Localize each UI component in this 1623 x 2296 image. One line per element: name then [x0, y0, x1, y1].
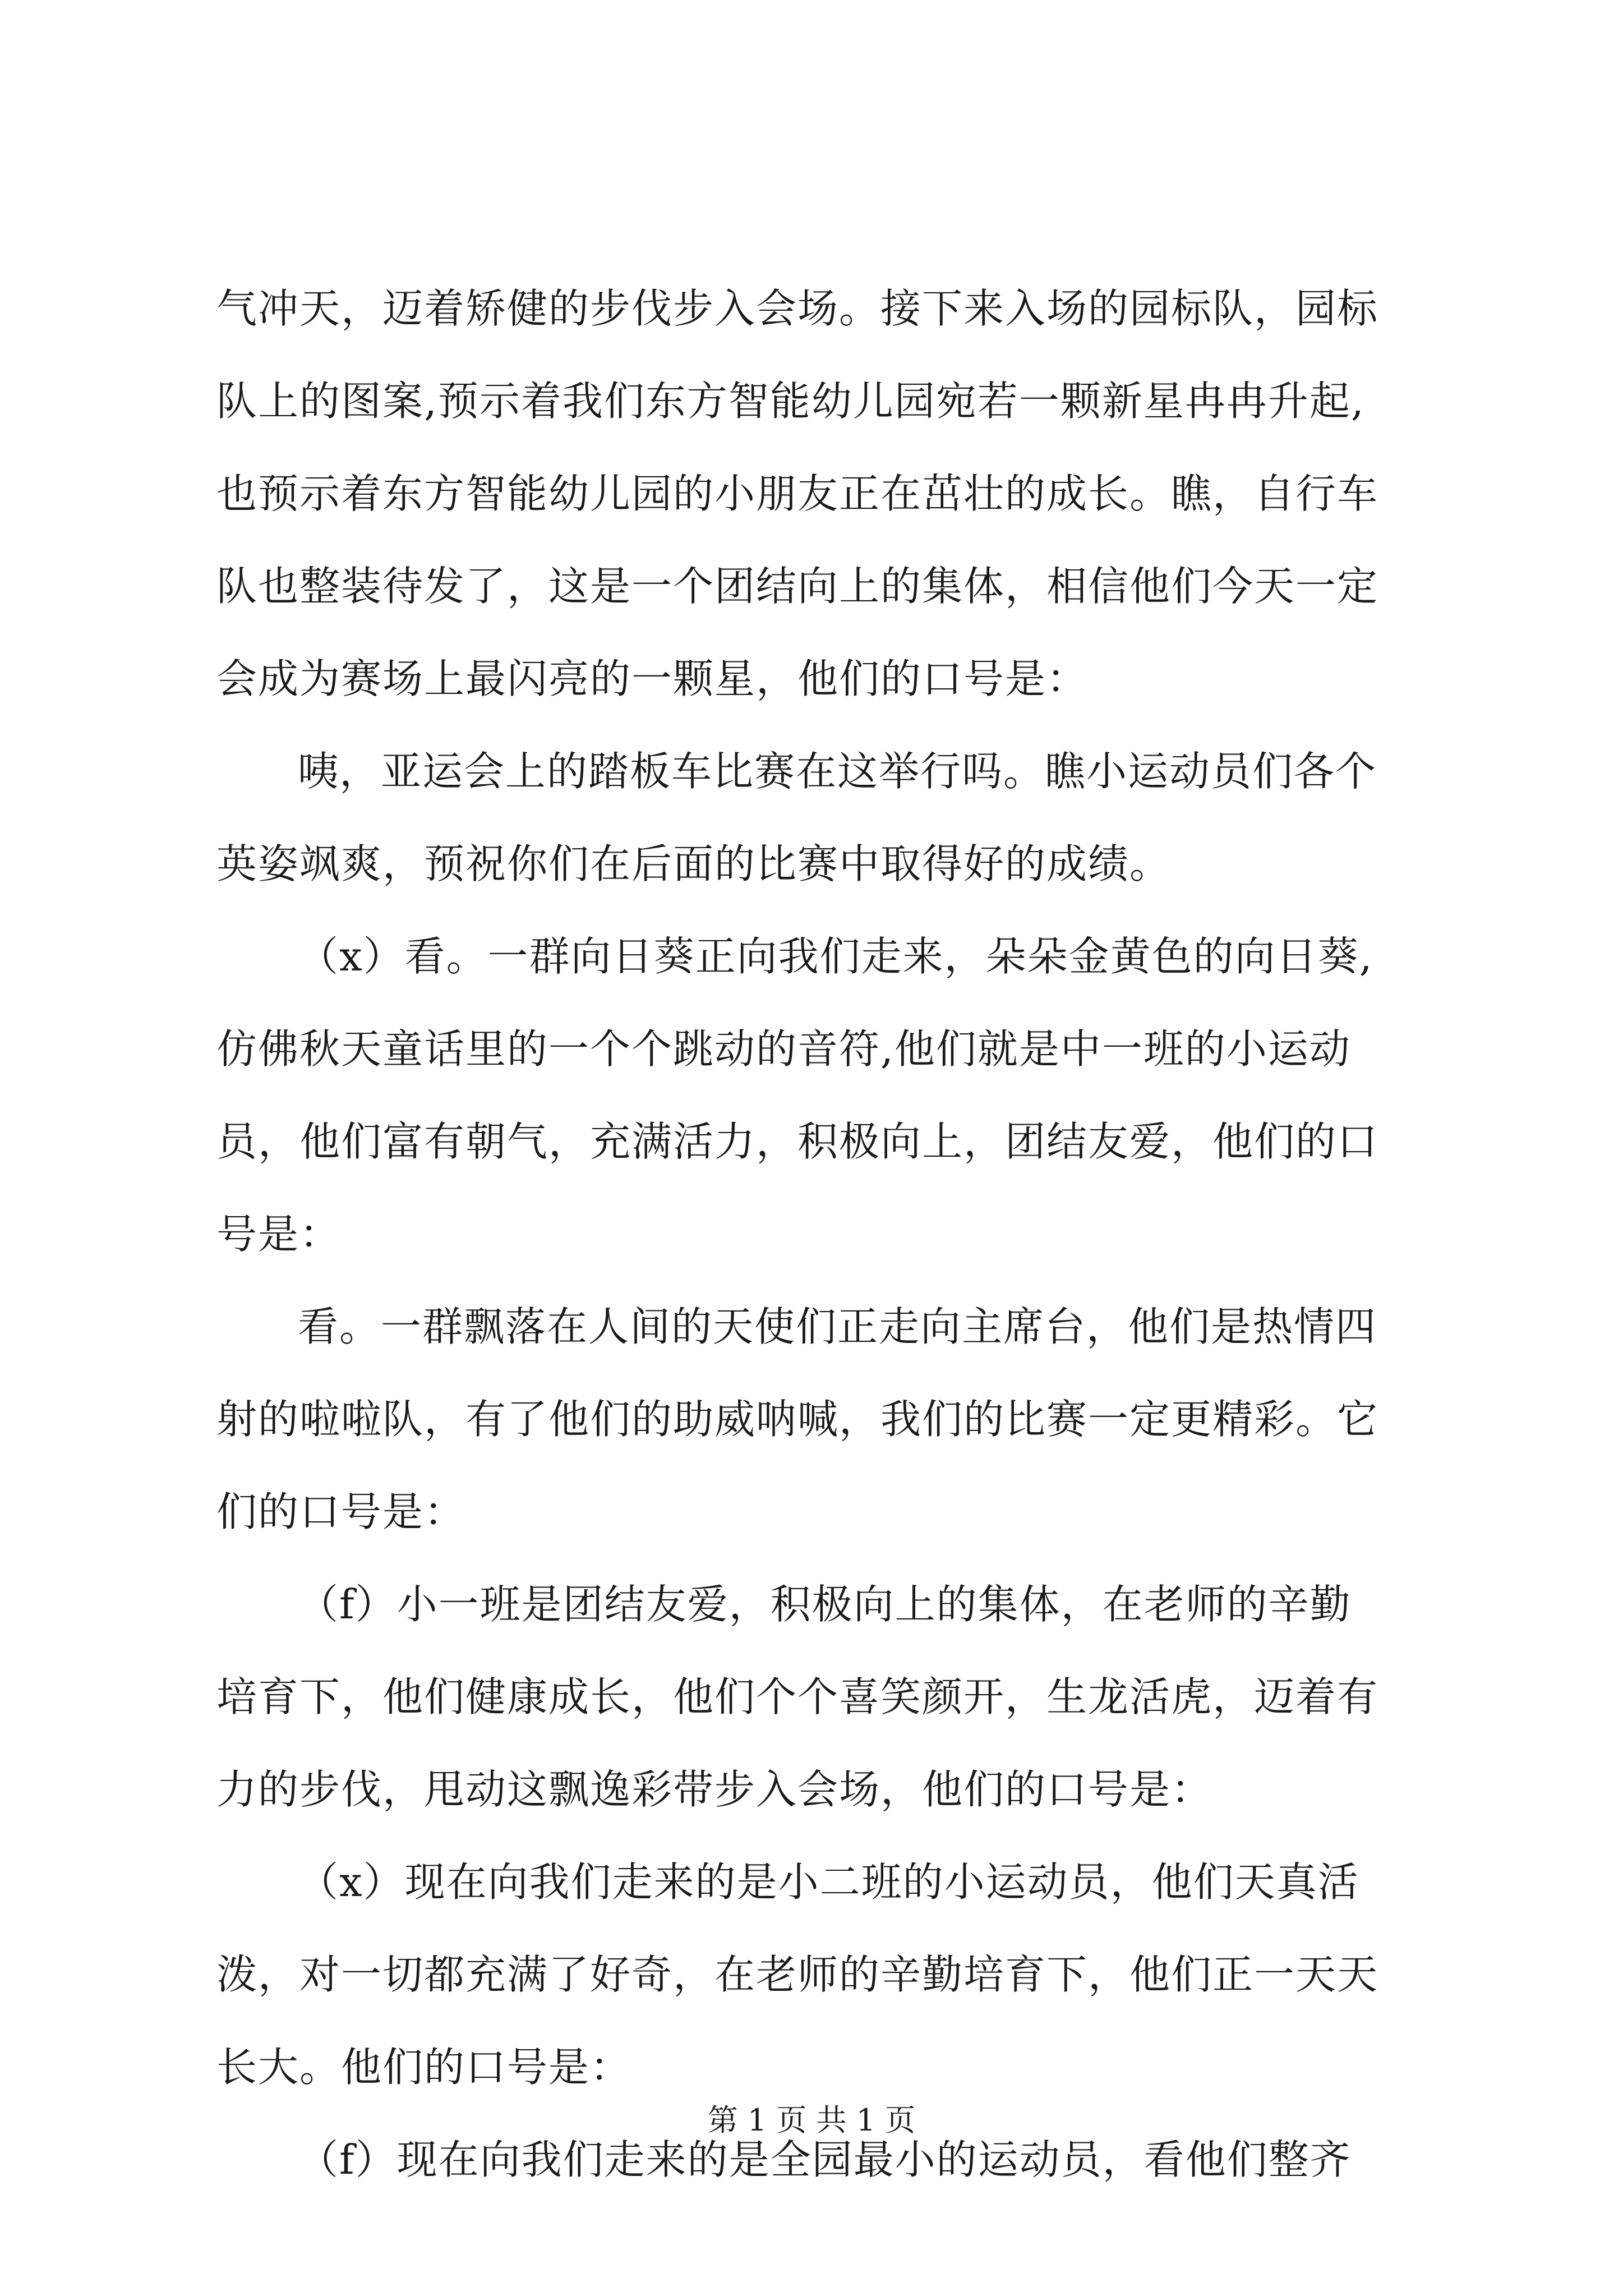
text-line: 队上的图案,预示着我们东方智能幼儿园宛若一颗新星冉冉升起, — [216, 378, 1365, 425]
paragraph-first-line: （f）现在向我们走来的是全园最小的运动员，看他们整齐 — [298, 2136, 1352, 2183]
text-line: 仿佛秋天童话里的一个个跳动的音符,他们就是中一班的小运动 — [216, 1025, 1351, 1073]
text-line: 射的啦啦队，有了他们的助威呐喊，我们的比赛一定更精彩。它 — [216, 1396, 1379, 1443]
text-line: 会成为赛场上最闪亮的一颗星，他们的口号是： — [216, 655, 1089, 702]
text-line: 泼，对一切都充满了好奇，在老师的辛勤培育下，他们正一天天 — [216, 1951, 1379, 1998]
paragraph-first-line: （x）现在向我们走来的是小二班的小运动员，他们天真活 — [298, 1858, 1359, 1906]
document-body — [216, 263, 1422, 2206]
text-line: 们的口号是： — [216, 1488, 466, 1535]
paragraph-first-line: （f）小一班是团结友爱，积极向上的集体，在老师的辛勤 — [298, 1581, 1352, 1628]
text-line: 号是： — [216, 1211, 342, 1258]
paragraph-first-line: 看。一群飘落在人间的天使们正走向主席台，他们是热情四 — [298, 1303, 1377, 1350]
page-number-footer: 第 1 页 共 1 页 — [707, 2102, 916, 2138]
text-line: 也预示着东方智能幼儿园的小朋友正在茁壮的成长。瞧，自行车 — [216, 470, 1379, 517]
text-line: 员，他们富有朝气，充满活力，积极向上，团结友爱，他们的口 — [216, 1118, 1379, 1165]
paragraph-first-line: 咦，亚运会上的踏板车比赛在这举行吗。瞧小运动员们各个 — [298, 748, 1377, 795]
text-line: 力的步伐，甩动这飘逸彩带步入会场，他们的口号是： — [216, 1766, 1213, 1813]
paragraph-first-line: （x）看。一群向日葵正向我们走来，朵朵金黄色的向日葵, — [298, 933, 1373, 980]
text-line: 长大。他们的口号是： — [216, 2044, 632, 2091]
text-line: 培育下，他们健康成长，他们个个喜笑颜开，生龙活虎，迈着有 — [216, 1673, 1379, 1720]
text-line: 队也整装待发了，这是一个团结向上的集体，相信他们今天一定 — [216, 563, 1379, 610]
text-line: 英姿飒爽，预祝你们在后面的比赛中取得好的成绩。 — [216, 840, 1172, 887]
text-line: 气冲天，迈着矫健的步伐步入会场。接下来入场的园标队，园标 — [216, 285, 1379, 332]
